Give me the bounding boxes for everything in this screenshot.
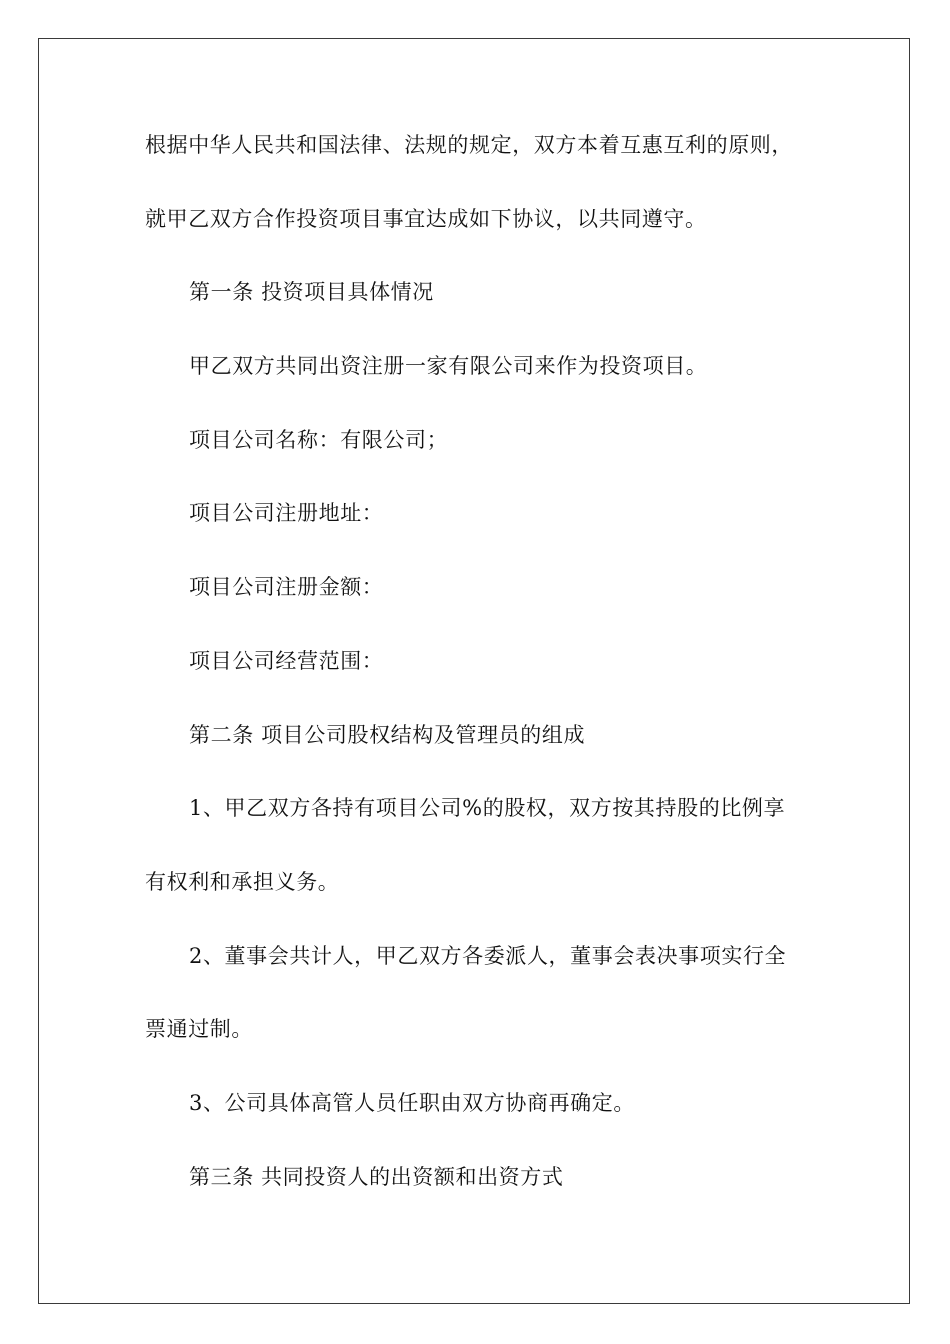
article-heading: 第一条 投资项目具体情况: [189, 280, 434, 305]
paragraph-line: 甲乙双方共同出资注册一家有限公司来作为投资项目。: [189, 354, 708, 379]
document-body: [145, 133, 825, 1238]
paragraph-line: 根据中华人民共和国法律、法规的规定，双方本着互惠互利的原则，: [145, 133, 793, 157]
paragraph-line: 3、公司具体高管人员任职由双方协商再确定。: [189, 1090, 635, 1115]
paragraph-line: 2、董事会共计人，甲乙双方各委派人，董事会表决事项实行全: [189, 943, 787, 968]
paragraph-line: 票通过制。: [145, 1017, 253, 1042]
paragraph-line: 就甲乙双方合作投资项目事宜达成如下协议，以共同遵守。: [145, 206, 707, 231]
paragraph-line: 项目公司经营范围：: [189, 648, 384, 673]
paragraph-line: 项目公司注册地址：: [189, 501, 384, 526]
paragraph-line: 有权利和承担义务。: [145, 869, 340, 894]
paragraph-line: 1、甲乙双方各持有项目公司%的股权，双方按其持股的比例享: [189, 796, 786, 821]
article-heading: 第二条 项目公司股权结构及管理员的组成: [189, 722, 586, 747]
article-heading: 第三条 共同投资人的出资额和出资方式: [189, 1164, 564, 1189]
paragraph-line: 项目公司注册金额：: [189, 575, 384, 600]
paragraph-line: 项目公司名称：有限公司；: [189, 427, 449, 452]
